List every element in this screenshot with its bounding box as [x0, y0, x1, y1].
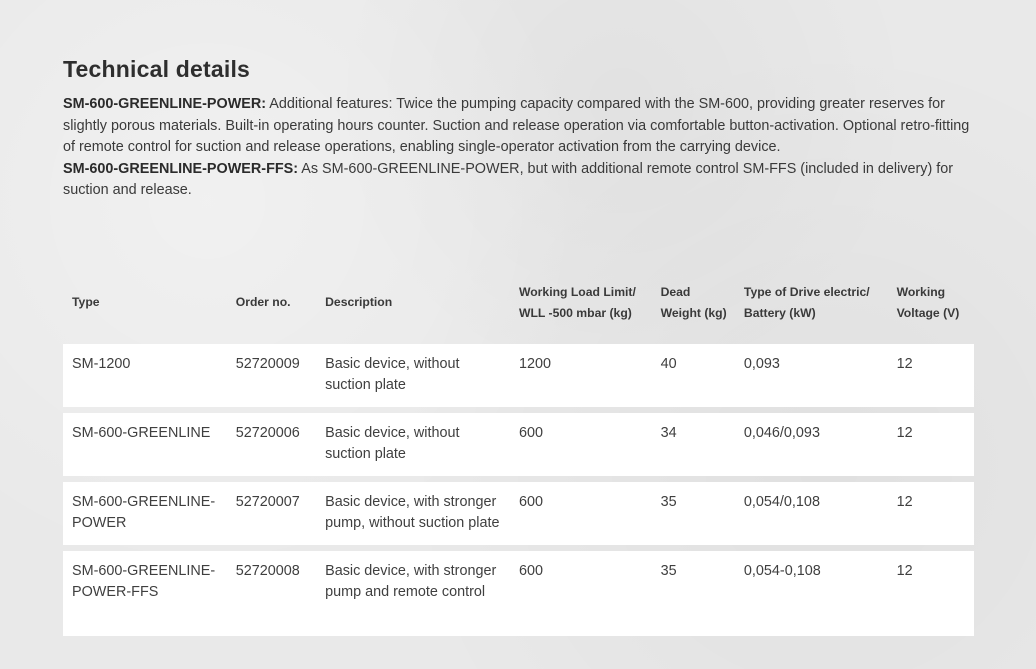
cell-working-voltage: 12: [888, 413, 974, 476]
intro-paragraph-power: [63, 94, 975, 159]
intro-label-power: SM-600-GREENLINE-POWER:: [63, 96, 267, 112]
cell-working-voltage: 12: [888, 344, 974, 407]
intro-text: [63, 94, 975, 202]
intro-body-ffs: As SM-600-GREENLINE-POWER, but with additional remote control SM-FFS (included in delivery) for suction and release.: [63, 160, 954, 199]
cell-working-load-limit: 600: [510, 482, 652, 545]
specs-table: [63, 262, 974, 642]
cell-type: SM-600-GREENLINE-POWER: [63, 482, 227, 545]
cell-working-load-limit: 600: [510, 551, 652, 636]
cell-dead-weight: 35: [652, 551, 735, 636]
intro-body-power: Additional features: Twice the pumping capacity compared with the SM-600, providing greater reserves for slightly porous materials. Built-in operating hours counter. Suction and release operation via comfortable button-activation. Optional retro-fitting of remote control for suction and release operations, enabling single-operator activation from the carrying device.: [63, 96, 970, 156]
cell-drive-type: 0,093: [735, 344, 888, 407]
cell-type: SM-1200: [63, 344, 227, 407]
header-drive-type: Type of Drive electric/ Battery (kW): [743, 284, 870, 320]
cell-description: Basic device, with stronger pump, without suction plate: [316, 482, 510, 545]
cell-dead-weight: 34: [652, 413, 735, 476]
header-description: Description: [325, 295, 393, 310]
header-working-voltage: Working Voltage (V): [896, 284, 960, 320]
cell-order-no: 52720006: [227, 413, 316, 476]
technical-details-section: [63, 56, 975, 202]
cell-description: Basic device, with stronger pump and remote control: [316, 551, 510, 636]
cell-type: SM-600-GREENLINE-POWER-FFS: [63, 551, 227, 636]
cell-dead-weight: 40: [652, 344, 735, 407]
table-row: [63, 551, 974, 636]
cell-type: SM-600-GREENLINE: [63, 413, 227, 476]
table-row: [63, 413, 974, 476]
cell-order-no: 52720009: [227, 344, 316, 407]
cell-working-load-limit: 1200: [510, 344, 652, 407]
table-row: [63, 344, 974, 407]
table-row: [63, 482, 974, 545]
header-dead-weight: Dead Weight (kg): [660, 284, 727, 320]
section-title: Technical details: [63, 56, 251, 82]
cell-order-no: 52720008: [227, 551, 316, 636]
cell-drive-type: 0,046/0,093: [735, 413, 888, 476]
header-order-no: Order no.: [235, 295, 291, 310]
cell-description: Basic device, without suction plate: [316, 413, 510, 476]
cell-working-load-limit: 600: [510, 413, 652, 476]
cell-working-voltage: 12: [888, 551, 974, 636]
cell-description: Basic device, without suction plate: [316, 344, 510, 407]
cell-dead-weight: 35: [652, 482, 735, 545]
intro-paragraph-ffs: [63, 159, 975, 202]
header-type: Type: [72, 295, 100, 310]
cell-drive-type: 0,054-0,108: [735, 551, 888, 636]
cell-order-no: 52720007: [227, 482, 316, 545]
cell-drive-type: 0,054/0,108: [735, 482, 888, 545]
header-working-load-limit: Working Load Limit/ WLL -500 mbar (kg): [518, 284, 636, 320]
intro-label-ffs: SM-600-GREENLINE-POWER-FFS:: [63, 160, 299, 177]
cell-working-voltage: 12: [888, 482, 974, 545]
table-header-row: [63, 268, 974, 338]
